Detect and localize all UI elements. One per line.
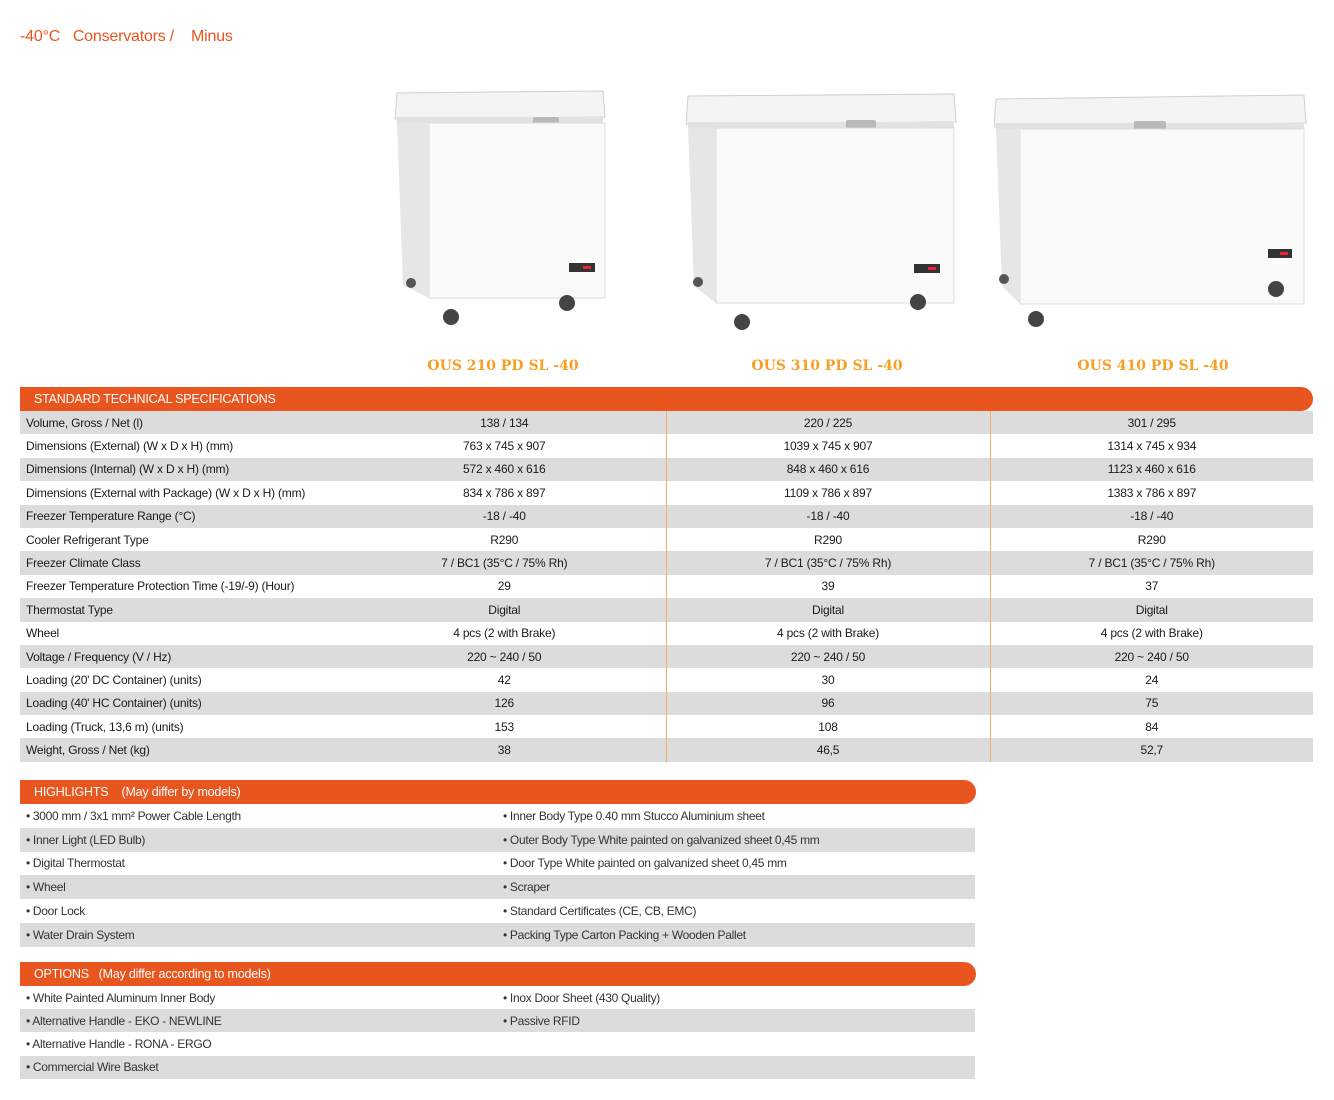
highlight-item: • Wheel [20, 875, 497, 899]
spec-value: 7 / BC1 (35°C / 75% Rh) [343, 551, 666, 574]
spec-row [20, 411, 1313, 434]
spec-value: -18 / -40 [990, 505, 1313, 528]
option-item: • Alternative Handle - EKO - NEWLINE [20, 1009, 497, 1032]
spec-row [20, 481, 1313, 504]
spec-row [20, 692, 1313, 715]
spec-label: Dimensions (External with Package) (W x D x H) (mm) [20, 481, 343, 504]
option-item: • White Painted Aluminum Inner Body [20, 986, 497, 1009]
spec-value: 126 [343, 692, 666, 715]
spec-label: Loading (20' DC Container) (units) [20, 668, 343, 691]
spec-label: Wheel [20, 622, 343, 645]
spec-value: 52,7 [990, 738, 1313, 761]
specs-table [20, 411, 1313, 762]
page-title: -40°C Conservators / Minus [20, 28, 233, 45]
spec-value: 220 ~ 240 / 50 [990, 645, 1313, 668]
spec-value: -18 / -40 [343, 505, 666, 528]
spec-label: Voltage / Frequency (V / Hz) [20, 645, 343, 668]
highlight-item: • Water Drain System [20, 923, 497, 947]
chest-freezer-medium-icon [686, 90, 958, 335]
spec-label: Weight, Gross / Net (kg) [20, 738, 343, 761]
option-row [20, 986, 975, 1009]
highlight-row [20, 923, 975, 947]
highlight-item: • Standard Certificates (CE, CB, EMC) [497, 899, 975, 923]
option-row [20, 1056, 975, 1079]
chest-freezer-small-icon [393, 85, 609, 330]
spec-row [20, 575, 1313, 598]
spec-label: Loading (Truck, 13,6 m) (units) [20, 715, 343, 738]
highlight-item: • Door Lock [20, 899, 497, 923]
spec-value: 220 ~ 240 / 50 [343, 645, 666, 668]
spec-row [20, 551, 1313, 574]
spec-value: R290 [990, 528, 1313, 551]
model-label-1: OUS 210 PD SL -40 [427, 358, 579, 374]
spec-value: Digital [343, 598, 666, 621]
spec-value: 7 / BC1 (35°C / 75% Rh) [990, 551, 1313, 574]
spec-value: 24 [990, 668, 1313, 691]
highlight-item: • Scraper [497, 875, 975, 899]
spec-value: 4 pcs (2 with Brake) [343, 622, 666, 645]
specs-header: STANDARD TECHNICAL SPECIFICATIONS [20, 387, 1313, 411]
spec-value: 84 [990, 715, 1313, 738]
highlight-item: • Packing Type Carton Packing + Wooden Pallet [497, 923, 975, 947]
spec-value: 4 pcs (2 with Brake) [990, 622, 1313, 645]
spec-row [20, 738, 1313, 761]
option-item [497, 1032, 975, 1055]
product-image-3 [994, 93, 1308, 338]
spec-label: Cooler Refrigerant Type [20, 528, 343, 551]
spec-row [20, 458, 1313, 481]
spec-value: 46,5 [666, 738, 990, 761]
options-header: OPTIONS (May differ according to models) [20, 962, 976, 986]
spec-label: Volume, Gross / Net (l) [20, 411, 343, 434]
spec-value: 1109 x 786 x 897 [666, 481, 990, 504]
spec-value: 1123 x 460 x 616 [990, 458, 1313, 481]
highlight-item: • Door Type White painted on galvanized sheet 0,45 mm [497, 852, 975, 876]
spec-row [20, 528, 1313, 551]
highlight-item: • 3000 mm / 3x1 mm² Power Cable Length [20, 804, 497, 828]
spec-value: 75 [990, 692, 1313, 715]
spec-row [20, 598, 1313, 621]
highlight-item: • Inner Light (LED Bulb) [20, 828, 497, 852]
highlight-row [20, 899, 975, 923]
model-label-2: OUS 310 PD SL -40 [751, 358, 903, 374]
spec-value: 763 x 745 x 907 [343, 434, 666, 457]
spec-row [20, 622, 1313, 645]
spec-value: 96 [666, 692, 990, 715]
highlight-row [20, 828, 975, 852]
spec-label: Freezer Temperature Range (°C) [20, 505, 343, 528]
spec-value: Digital [666, 598, 990, 621]
highlight-item: • Outer Body Type White painted on galvanized sheet 0,45 mm [497, 828, 975, 852]
options-list [20, 986, 975, 1079]
spec-value: 7 / BC1 (35°C / 75% Rh) [666, 551, 990, 574]
spec-label: Dimensions (External) (W x D x H) (mm) [20, 434, 343, 457]
highlight-row [20, 804, 975, 828]
option-item: • Commercial Wire Basket [20, 1056, 497, 1079]
spec-value: 834 x 786 x 897 [343, 481, 666, 504]
spec-value: 4 pcs (2 with Brake) [666, 622, 990, 645]
spec-value: R290 [343, 528, 666, 551]
highlight-row [20, 852, 975, 876]
highlights-list [20, 804, 975, 947]
spec-value: 153 [343, 715, 666, 738]
spec-label: Freezer Climate Class [20, 551, 343, 574]
spec-row [20, 434, 1313, 457]
option-row [20, 1009, 975, 1032]
spec-row [20, 668, 1313, 691]
spec-value: -18 / -40 [666, 505, 990, 528]
spec-value: 29 [343, 575, 666, 598]
highlights-header: HIGHLIGHTS (May differ by models) [20, 780, 976, 804]
spec-value: 301 / 295 [990, 411, 1313, 434]
chest-freezer-large-icon [994, 93, 1308, 338]
option-item: • Alternative Handle - RONA - ERGO [20, 1032, 497, 1055]
spec-value: 1314 x 745 x 934 [990, 434, 1313, 457]
spec-row [20, 715, 1313, 738]
spec-value: 39 [666, 575, 990, 598]
option-item [497, 1056, 975, 1079]
spec-label: Freezer Temperature Protection Time (-19/-9) (Hour) [20, 575, 343, 598]
spec-value: R290 [666, 528, 990, 551]
product-image-1 [393, 85, 609, 330]
product-image-2 [686, 90, 958, 335]
highlight-item: • Digital Thermostat [20, 852, 497, 876]
spec-value: 108 [666, 715, 990, 738]
option-row [20, 1032, 975, 1055]
option-item: • Inox Door Sheet (430 Quality) [497, 986, 975, 1009]
highlight-item: • Inner Body Type 0.40 mm Stucco Aluminium sheet [497, 804, 975, 828]
spec-label: Thermostat Type [20, 598, 343, 621]
spec-row [20, 645, 1313, 668]
spec-value: 138 / 134 [343, 411, 666, 434]
model-label-3: OUS 410 PD SL -40 [1077, 358, 1229, 374]
spec-value: 30 [666, 668, 990, 691]
highlight-row [20, 875, 975, 899]
option-item: • Passive RFID [497, 1009, 975, 1032]
spec-value: Digital [990, 598, 1313, 621]
spec-row [20, 505, 1313, 528]
spec-value: 38 [343, 738, 666, 761]
spec-label: Loading (40' HC Container) (units) [20, 692, 343, 715]
spec-value: 37 [990, 575, 1313, 598]
spec-value: 220 / 225 [666, 411, 990, 434]
spec-value: 1383 x 786 x 897 [990, 481, 1313, 504]
spec-label: Dimensions (Internal) (W x D x H) (mm) [20, 458, 343, 481]
spec-value: 1039 x 745 x 907 [666, 434, 990, 457]
spec-value: 848 x 460 x 616 [666, 458, 990, 481]
spec-value: 572 x 460 x 616 [343, 458, 666, 481]
spec-value: 220 ~ 240 / 50 [666, 645, 990, 668]
spec-value: 42 [343, 668, 666, 691]
